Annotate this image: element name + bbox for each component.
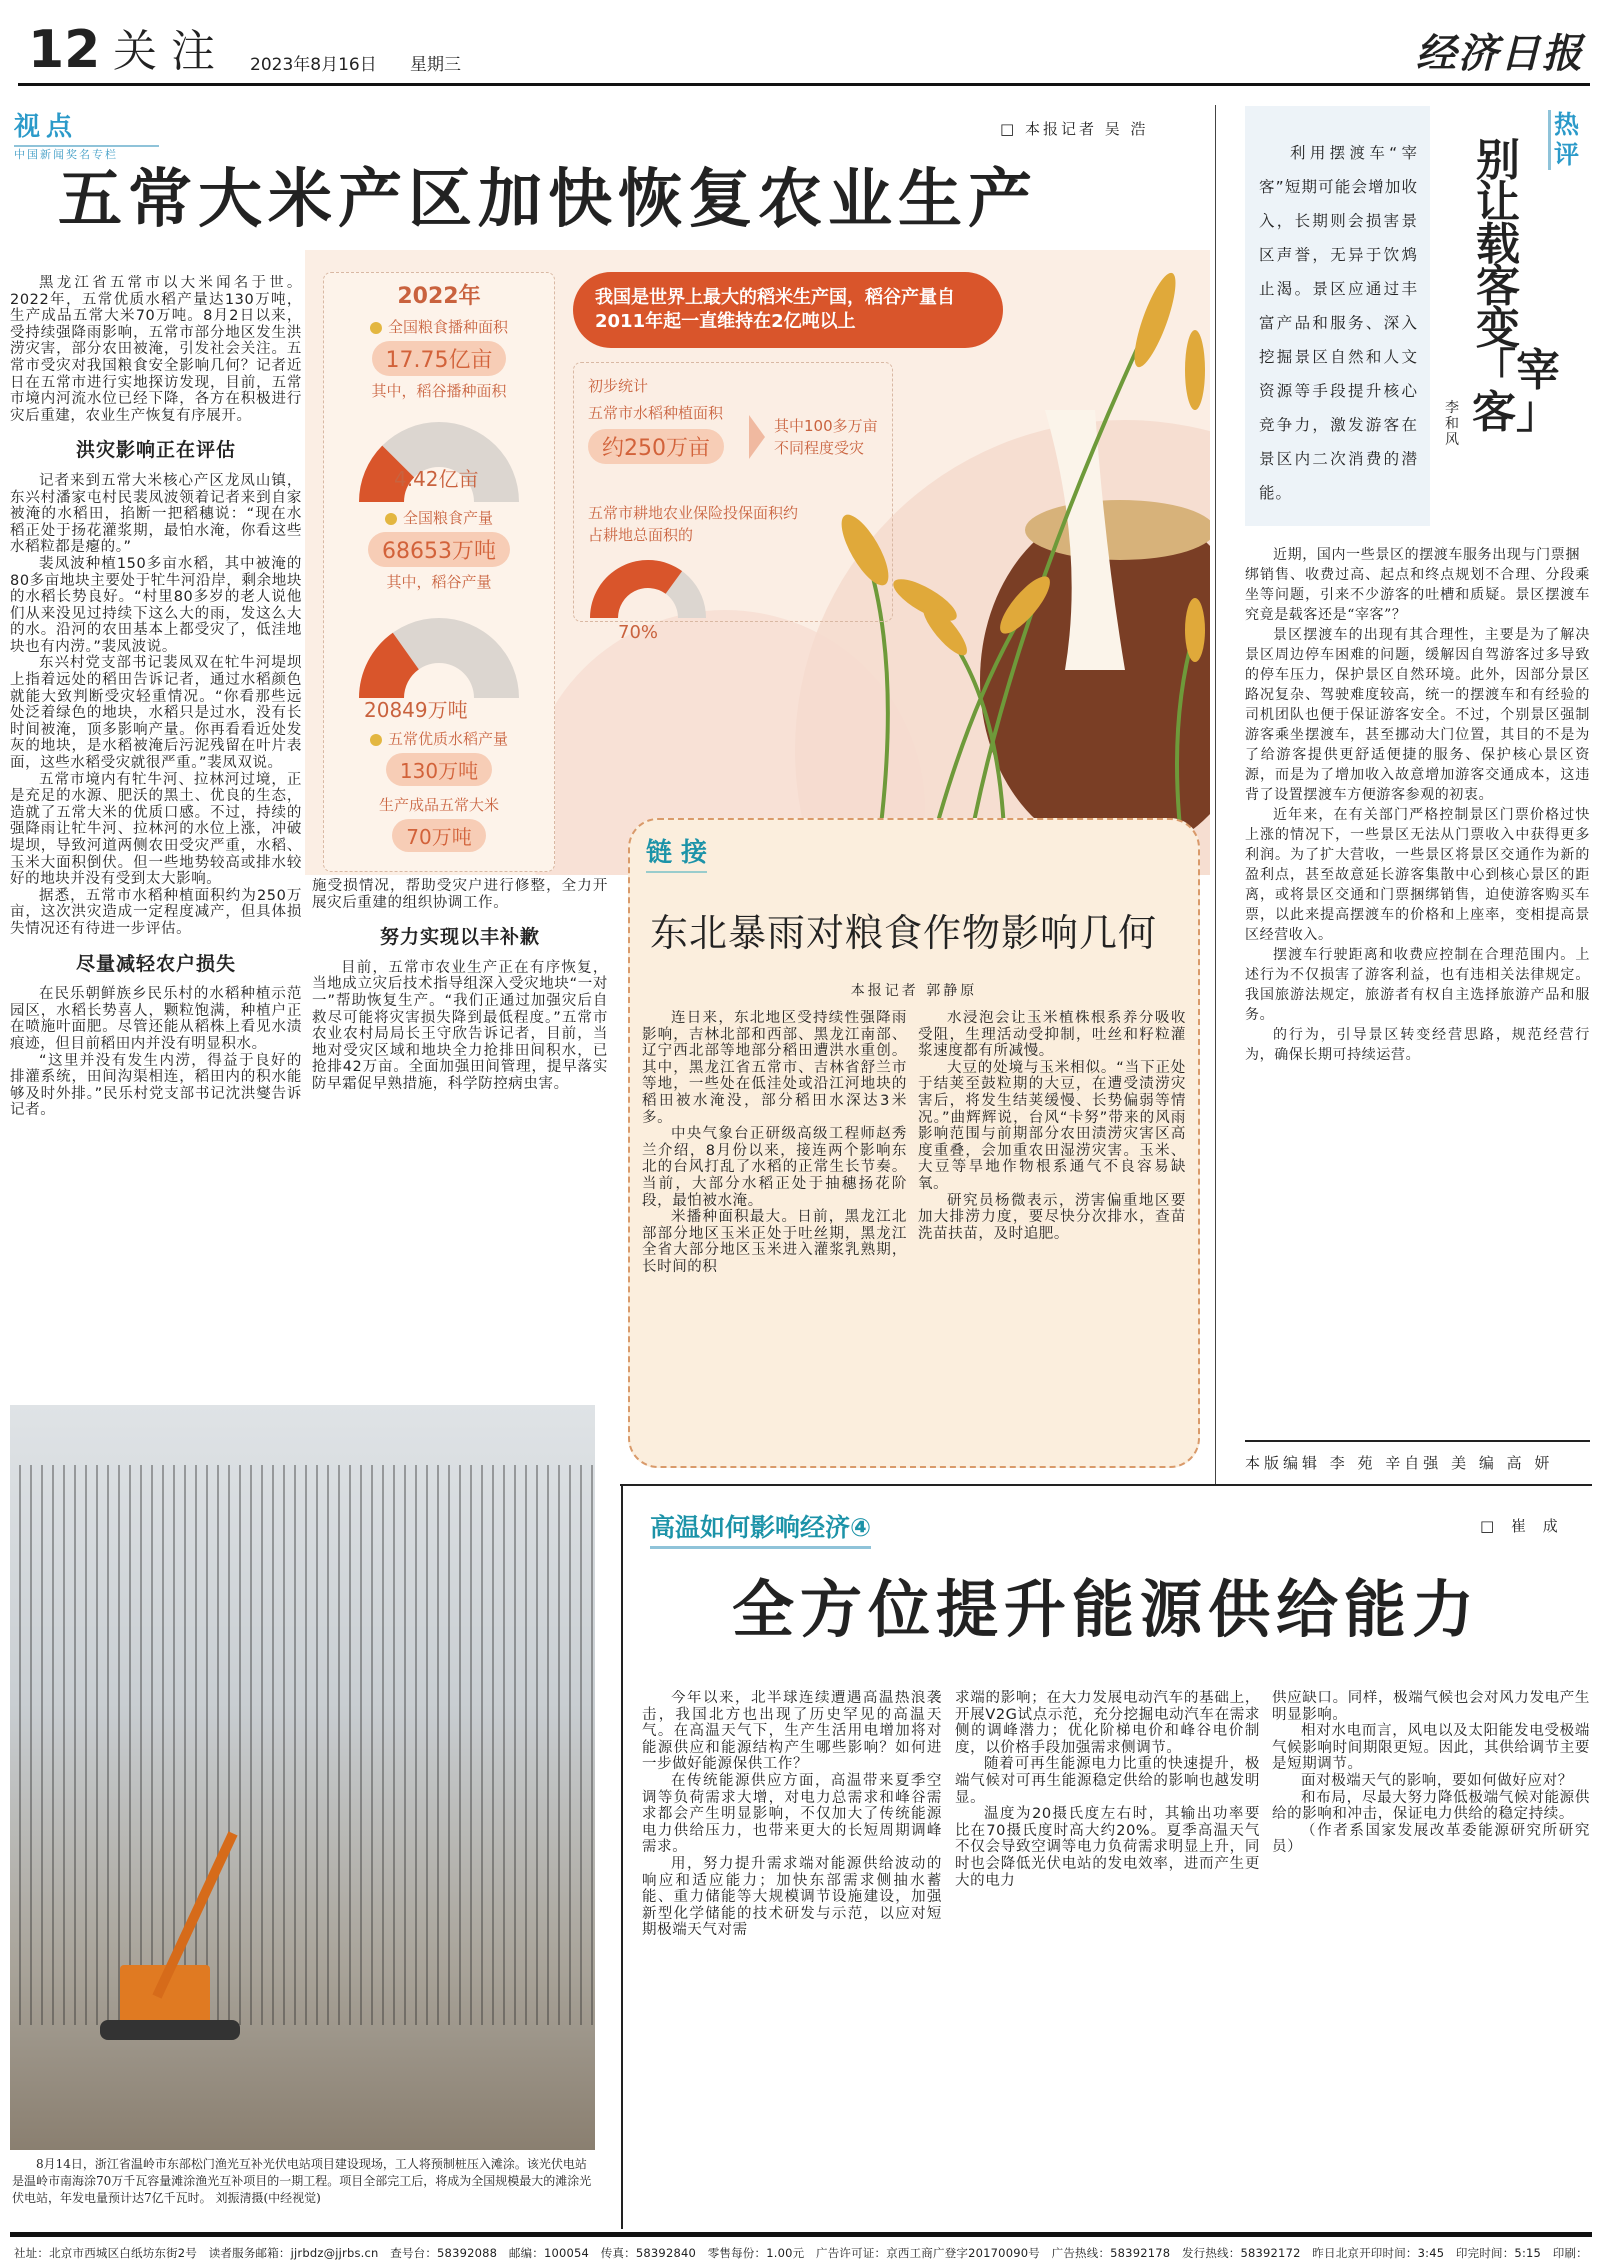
news-photo bbox=[10, 1405, 595, 2150]
share-gauge bbox=[354, 598, 524, 698]
energy-col-1 bbox=[642, 1690, 942, 2225]
commentary-tag: 热评 bbox=[1548, 110, 1574, 170]
insurance-gauge bbox=[588, 554, 708, 618]
energy-byline: □ 崔 成 bbox=[1480, 1517, 1564, 1535]
paragraph: 水浸泡会让玉米植株根系养分吸收受阻，生理活动受抑制，吐丝和籽粒灌浆速度都有所减慢。 bbox=[918, 1010, 1186, 1060]
main-article-left-column bbox=[10, 275, 302, 1390]
subhead: 尽量减轻农户损失 bbox=[75, 952, 236, 975]
paragraph: 在民乐朝鲜族乡民乐村的水稻种植示范园区，水稻长势喜人，颗粒饱满，种植户正在喷施叶面肥。尽管还能从稻株上看见水渍痕迹，但目前稻田内并没有明显积水。 bbox=[10, 986, 302, 1052]
page-number: 12 bbox=[28, 20, 101, 80]
stat-value: 17.75亿亩 bbox=[372, 341, 507, 376]
commentary-body bbox=[1245, 545, 1590, 1385]
paragraph: 温度为20摄氏度左右时，其输出功率要比在70摄氏度时高大约20%。夏季高温天气不仅会导致空调等电力负荷需求明显上升，同时也会降低光伏电站的发电效率，进而产生更大的电力 bbox=[955, 1806, 1260, 1889]
wuchang-product-label: 生产成品五常大米 bbox=[378, 796, 499, 814]
paragraph: 摆渡车行驶距离和收费应控制在合理范围内。上述行为不仅损害了游客利益，也有违相关法律规定。我国旅游法规定，旅游者有权自主选择旅游产品和服务。 bbox=[1245, 947, 1590, 1023]
paragraph: 供应缺口。同样，极端气候也会对风力发电产生明显影响。 bbox=[1272, 1690, 1590, 1723]
paragraph: 面对极端天气的影响，要如何做好应对？ bbox=[1301, 1772, 1573, 1789]
bullet-dot-icon bbox=[385, 513, 397, 525]
wuchang-product-value: 70万吨 bbox=[392, 819, 485, 852]
commentary-author: 李和风 bbox=[1445, 400, 1459, 448]
energy-headline: 全方位提升能源供给能力 bbox=[731, 1573, 1480, 1646]
gauge-fill bbox=[590, 560, 682, 618]
paragraph: 黑龙江省五常市以大米闻名于世。2022年，五常优质水稻产量达130万吨，生产成品五常大米70万吨。8月2日以来，受持续强降雨影响，五常市部分地区发生洪涝灾害，部分农田被淹，引发社会关注。五常市受灾对我国粮食安全影响几何？记者近日在五常市进行实地探访发现，目前，五常市境内河流水位已经下降，各方在积极进行灾后重建，农业生产恢复有序展开。 bbox=[10, 275, 302, 424]
issue-weekday: 星期三 bbox=[410, 55, 461, 75]
column-tag-title: 视点 bbox=[14, 112, 79, 142]
paragraph: 随着可再生能源电力比重的快速提升，极端气候对可再生能源稳定供给的影响也越发明显。 bbox=[955, 1756, 1260, 1806]
paragraph: 施受损情况，帮助受灾户进行修整，全力开展灾后重建的组织协调工作。 bbox=[312, 878, 608, 911]
subhead: 洪灾影响正在评估 bbox=[75, 439, 236, 462]
main-article-mid-column bbox=[312, 878, 608, 1388]
section-divider bbox=[620, 1484, 1592, 1486]
paragraph: 求端的影响；在大力发展电动汽车的基础上，开展V2G试点示范，充分挖掘电动汽车在需求侧的调峰潜力；优化阶梯电价和峰谷电价制度，以价格手段加强需求侧调节。 bbox=[955, 1690, 1260, 1756]
column-tag bbox=[14, 106, 159, 147]
paragraph: 近年来，在有关部门严格控制景区门票价格过快上涨的情况下，一些景区无法从门票收入中获得更多利润。为了扩大营收，一些景区将景区交通作为新的盈利点，甚至故意延长游客集散中心到核心景区的距离，或将景区交通和门票捆绑销售，迫使游客购买车票，以此来提高摆渡车的价格和上座率，变相提高景区经营收入。 bbox=[1245, 807, 1590, 943]
paragraph: 目前，五常市农业生产正在有序恢复，当地成立灾后技术指导组深入受灾地块“一对一”帮助恢复生产。“我们正通过加强灾后自救尽可能将灾害损失降到最低程度。”五常市农业农村局局长王守欣告诉记者，目前，当地对受灾区域和地块全力抢排田间积水，已抢排42万亩。全面加强田间管理，提早落实防早霜促早熟措施，科学防控病虫害。 bbox=[312, 959, 608, 1092]
paragraph: 五常市境内有牤牛河、拉林河过境，正是充足的水源、肥沃的黑土、优良的生态，造就了五常大米的优质口感。不过，持续的强降雨让牤牛河、拉林河的水位上涨，冲破堤坝，导致河道两侧农田受灾严重，水稻、玉米大面积倒伏。但一些地势较高或排水较好的地块并没有受到太大影响。 bbox=[10, 771, 302, 888]
paragraph: 据悉，五常市水稻种植面积约为250万亩，这次洪灾造成一定程度减产，但具体损失情况还有待进一步评估。 bbox=[10, 887, 302, 937]
paragraph: 用，努力提升需求端对能源供给波动的响应和适应能力；加快东部需求侧抽水蓄能、重力储能等大规模调节设施建设，加强新型化学储能的技术研发与示范，以应对短期极端天气对需 bbox=[642, 1855, 942, 1939]
paragraph: 大豆的处境与玉米相似。“当下正处于结荚至鼓粒期的大豆，在遭受渍涝灾害后，将发生结荚缓慢、长势偏弱等情况。”曲辉辉说，台风“卡努”带来的风雨影响范围与前期部分农田渍涝灾害区高度重叠，会加重农田湿涝灾害。玉米、大豆等旱地作物根系通气不良容易缺氧。 bbox=[918, 1059, 1186, 1192]
stat-sub-value: 4.42亿亩 bbox=[394, 467, 479, 491]
national-stats-panel bbox=[323, 272, 555, 872]
vertical-divider bbox=[1215, 105, 1216, 1485]
series-tag: 高温如何影响经济④ bbox=[650, 1508, 871, 1549]
main-headline: 五常大米产区加快恢复农业生产 bbox=[58, 162, 1038, 237]
issue-date: 2023年8月16日 bbox=[250, 55, 377, 75]
pullquote-text: 利用摆渡车“宰客”短期可能会增加收入，长期则会损害景区声誉，无异于饮鸩止渴。景区应通过丰富产品和服务、深入挖掘景区自然和人文资源等手段提升核心竞争力，激发游客在景区内二次消费的潜能。 bbox=[1259, 144, 1418, 502]
link-article bbox=[628, 818, 1200, 1468]
paragraph: 景区摆渡车的出现有其合理性，主要是为了解决景区周边停车困难的问题，缓解因自驾游客过多导致的停车压力，保护景区自然环境。此外，因部分景区路况复杂、驾驶难度较高，统一的摆渡车和有经验的司机团队也便于保证游客安全。不过，个别景区强制游客乘坐摆渡车，甚至挪动大门位置，其目的不是为了给游客提供更舒适便捷的服务、保护核心景区资源，而是为了增加收入故意增加游客交通成本，这违背了设置摆渡车方便游客参观的初衷。 bbox=[1245, 627, 1590, 803]
prelim-label: 初步统计 bbox=[588, 377, 649, 395]
editors-credit bbox=[1245, 1440, 1590, 1473]
paragraph: 和布局，尽最大努力降低极端气候对能源供给的影响和冲击，保证电力供给的稳定持续。 bbox=[1272, 1789, 1590, 1823]
paragraph: 今年以来，北半球连续遭遇高温热浪袭击，我国北方也出现了历史罕见的高温天气。在高温天气下，生产生活用电增加将对能源供应和能源结构产生哪些影响？如何进一步做好能源保供工作？ bbox=[642, 1690, 942, 1773]
newspaper-logo: 经济日报 bbox=[1416, 30, 1584, 77]
stat-item bbox=[324, 316, 554, 501]
photo-excavator-track bbox=[100, 2020, 240, 2040]
paragraph: 相对水电而言，风电以及太阳能发电受极端气候影响时间期限更短。因此，其供给调节主要是短期调节。 bbox=[1272, 1723, 1590, 1773]
paragraph: 东兴村党支部书记裴凤双在牤牛河堤坝上指着远处的稻田告诉记者，通过水稻颜色就能大致判断受灾轻重情况。“你看那些远处泛着绿色的地块，水稻只是过水，没有长时间被淹，顶多影响产量。你再看看近处发灰的地块，是水稻被淹后污泥残留在叶片表面，这些水稻受灾就很严重。”裴凤双说。 bbox=[10, 655, 302, 772]
stat-value: 68653万吨 bbox=[368, 532, 510, 567]
link-headline: 东北暴雨对粮食作物影响几何 bbox=[650, 911, 1158, 955]
photo-piles bbox=[10, 1465, 595, 2025]
stats-year: 2022年 bbox=[397, 284, 481, 309]
arrow-right-icon bbox=[749, 415, 765, 459]
paragraph: 裴凤波种植150多亩水稻，其中被淹的80多亩地块主要处于牤牛河沿岸，剩余地块的水稻长势良好。“村里80多岁的老人说他们从来没见过持续下这么大的雨，发这么大的水。沿河的农田基本上都受灾了，低洼地块也有内涝。”裴凤波说。 bbox=[10, 555, 302, 655]
banner-text: 我国是世界上最大的稻米生产国，稻谷产量自2011年起一直维持在2亿吨以上 bbox=[595, 287, 955, 332]
energy-col-2 bbox=[955, 1690, 1260, 2225]
stat-sub-value: 20849万吨 bbox=[364, 698, 468, 722]
stat-item bbox=[324, 507, 554, 720]
paragraph: 在传统能源供应方面，高温带来夏季空调等负荷需求大增，对电力总需求和峰谷需求都会产生明显影响，不仅加大了传统能源电力供给压力，也带来更大的长短周期调峰需求。 bbox=[642, 1772, 942, 1856]
wuchang-stats-panel bbox=[573, 362, 893, 643]
link-tag: 链 接 bbox=[646, 832, 707, 873]
infographic bbox=[305, 250, 1210, 875]
footer-rule bbox=[10, 2232, 1592, 2237]
stat-sub-label: 其中，稻谷产量 bbox=[386, 573, 492, 591]
commentary-headline: 别让载客变「宰客」 bbox=[1472, 135, 1560, 438]
footer-info: 社址：北京市西城区白纸坊东街2号 读者服务邮箱：jjrbdz@jjrbs.cn 查号台：58392088 邮编：100054 传真：58392840 零售每份：1.00元 广告许可证：京西工商广登字20170090号 广告热线：58392178 发行热线：58392172 昨日北京开印时间：3:45 印完时间：5:15 印刷： bbox=[14, 2246, 1588, 2260]
link-col-1 bbox=[642, 1010, 907, 1455]
wuchang-rice-value: 130万吨 bbox=[386, 753, 492, 786]
section-name: 关注 bbox=[113, 26, 229, 77]
masthead bbox=[18, 20, 1590, 86]
stat-sub-label: 其中，稻谷播种面积 bbox=[371, 382, 507, 400]
paragraph: 记者来到五常大米核心产区龙凤山镇，东兴村潘家屯村民裴凤波领着记者来到自家被淹的水稻田，掐断一把稻穗说：“现在水稻正处于扬花灌浆期，最怕水淹，你看这些水稻粒都是瘪的。” bbox=[10, 472, 302, 556]
link-byline: 本报记者 郭静原 bbox=[850, 983, 978, 999]
paragraph: （作者系国家发展改革委能源研究所研究员） bbox=[1272, 1822, 1590, 1856]
wuchang-rice-label: 五常优质水稻产量 bbox=[387, 730, 508, 748]
editors-text: 本版编辑 李 苑 辛自强 美 编 高 妍 bbox=[1245, 1454, 1554, 1472]
subhead: 努力实现以丰补歉 bbox=[379, 926, 540, 949]
insurance-value: 70% bbox=[618, 622, 659, 643]
link-col-2 bbox=[918, 1010, 1186, 1455]
headline-clearance bbox=[1580, 545, 1590, 546]
stat-label: 全国粮食播种面积 bbox=[387, 318, 508, 336]
paragraph: 近期，国内一些景区的摆渡车服务出现与门票捆绑销售、收费过高、起点和终点规划不合理、分段乘坐等问题，引来不少游客的吐槽和质疑。景区摆渡车究竟是载客还是“宰客”？ bbox=[1245, 547, 1590, 623]
bullet-dot-icon bbox=[370, 322, 382, 334]
paragraph: 中央气象台正研级高级工程师赵秀兰介绍，8月份以来，接连两个影响东北的台风打乱了水稻的正常生长节奏。当前，大部分水稻正处于抽穗扬花阶段，最怕被水淹。 bbox=[642, 1126, 907, 1209]
paragraph: 米播种面积最大。日前，黑龙江北部部分地区玉米正处于吐丝期，黑龙江全省大部分地区玉米进入灌浆乳熟期，长时间的积 bbox=[642, 1209, 907, 1275]
main-byline: □ 本报记者 吴 浩 bbox=[1000, 120, 1149, 138]
headline-banner bbox=[573, 272, 1003, 348]
stat-label: 全国粮食产量 bbox=[402, 509, 493, 527]
paragraph: 的行为，引导景区转变经营思路，规范经营行为，确保长期可持续运营。 bbox=[1245, 1027, 1590, 1063]
bullet-dot-icon bbox=[370, 734, 382, 746]
area-value: 约250万亩 bbox=[588, 429, 724, 464]
affected-area: 其中100多万亩不同程度受灾 bbox=[774, 417, 878, 457]
pullquote-box bbox=[1245, 106, 1430, 526]
photo-caption: 8月14日，浙江省温岭市东部松门渔光互补光伏电站项目建设现场，工人将预制桩压入滩涂。该光伏电站是温岭市南海涂70万千瓦容量滩涂渔光互补项目的一期工程。项目全部完工后，将成为全国规模最大的滩涂光伏电站，年发电量预计达7亿千瓦时。 刘振清摄(中经视觉) bbox=[12, 2157, 592, 2205]
paragraph: “这里并没有发生内涝，得益于良好的排灌系统，田间沟渠相连，稻田内的积水能够及时外排。”民乐村党支部书记沈洪燮告诉记者。 bbox=[10, 1052, 302, 1119]
energy-col-3 bbox=[1272, 1690, 1590, 2225]
insurance-label: 五常市耕地农业保险投保面积约占耕地总面积的 bbox=[588, 504, 799, 544]
paragraph: 研究员杨微表示，涝害偏重地区要加大排涝力度，要尽快分次排水，查苗洗苗扶苗，及时追肥。 bbox=[918, 1192, 1186, 1242]
column-tag-subtitle: 中国新闻奖名专栏 bbox=[14, 148, 118, 161]
area-label: 五常市水稻种植面积 bbox=[588, 404, 724, 422]
paragraph: 连日来，东北地区受持续性强降雨影响，吉林北部和西部、黑龙江南部、辽宁西北部等地部分稻田遭洪水重创。其中，黑龙江省五常市、吉林省舒兰市等地，一些处在低洼处或沿江河地块的稻田被水淹没，部分稻田水深达3米多。 bbox=[642, 1010, 907, 1126]
